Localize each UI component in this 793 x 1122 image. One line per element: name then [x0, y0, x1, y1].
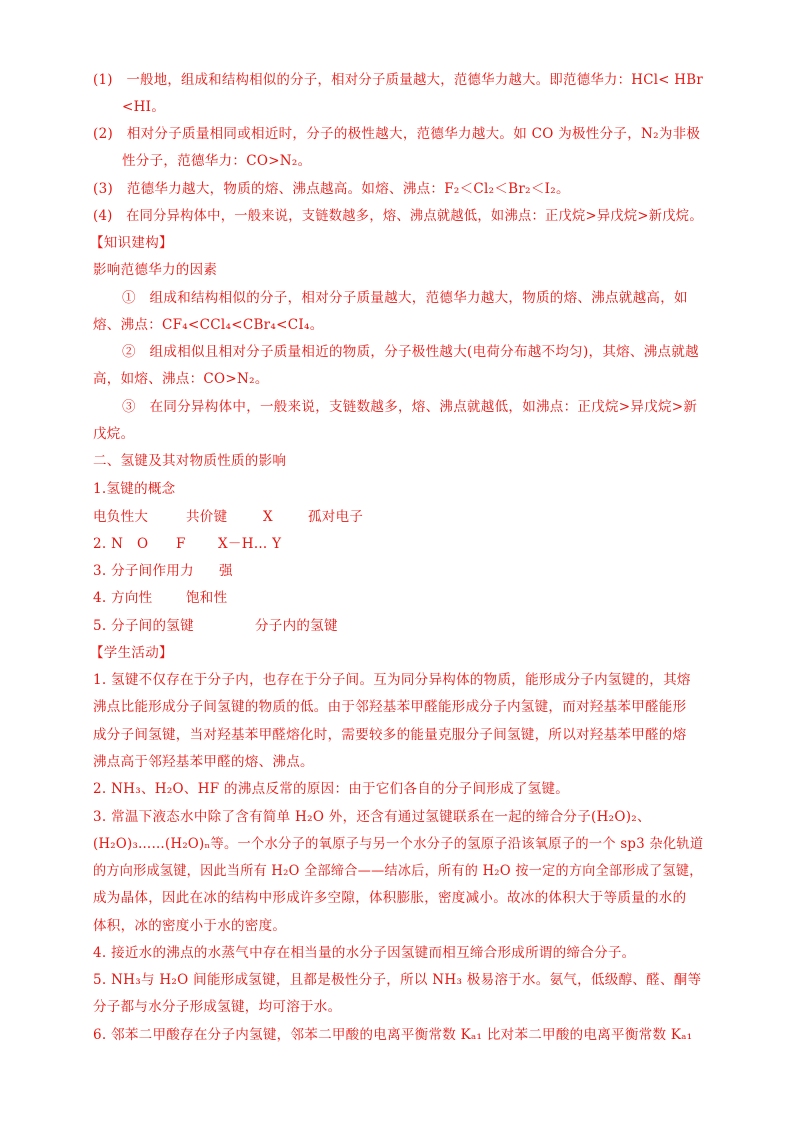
knowledge-point2-line1: ② 组成相似且相对分子质量相近的物质，分子极性越大(电荷分布越不均匀)，其熔、沸点就越: [122, 344, 699, 360]
activity-a6-line1: 6. 邻苯二甲酸存在分子内氢键，邻苯二甲酸的电离平衡常数 Kₐ₁ 比对苯二甲酸的电离平衡常数 Kₐ₁: [93, 1027, 693, 1043]
activity-a4: 4. 接近水的沸点的水蒸气中存在相当量的水分子因氢键而相互缔合形成所谓的缔合分子。: [93, 945, 636, 961]
hbond-section-title: 二、氢键及其对物质性质的影响: [93, 453, 287, 469]
knowledge-point2-line2: 高，如熔、沸点：CO>N₂。: [93, 371, 269, 387]
activity-a2: 2. NH₃、H₂O、HF 的沸点反常的原因：由于它们各自的分子间形成了氢键。: [93, 781, 570, 797]
activity-a3-line5: 体积，冰的密度小于水的密度。: [93, 918, 287, 934]
knowledge-point3-line2: 戊烷。: [93, 426, 135, 442]
vdw-item2-line1: (2) 相对分子质量相同或相近时，分子的极性越大，范德华力越大。如 CO 为极性分子，N₂为非极: [93, 126, 701, 142]
hbond-row2-col1: 2. N O F: [93, 536, 186, 552]
knowledge-subheading: 影响范德华力的因素: [93, 262, 218, 278]
knowledge-point3-line1: ③ 在同分异构体中，一般来说，支链数越多，熔、沸点就越低，如沸点：正戊烷>异戊烷>新: [122, 399, 698, 415]
hbond-row1-col4: 孤对电子: [308, 509, 364, 525]
activity-a1-line1: 1. 氢键不仅存在于分子内，也存在于分子间。互为同分异构体的物质，能形成分子内氢键的，其熔: [93, 672, 691, 688]
activity-a3-line4: 成为晶体，因此在冰的结构中形成许多空隙，体积膨胀，密度减小。故冰的体积大于等质量的水的: [93, 890, 687, 906]
hbond-row5-col2: 分子内的氢键: [255, 618, 338, 634]
hbond-concept-title: 1.氢键的概念: [93, 481, 176, 497]
hbond-row1-col1: 电负性大: [93, 509, 149, 525]
knowledge-point1-line2: 熔、沸点：CF₄<CCl₄<CBr₄<CI₄。: [93, 317, 324, 333]
vdw-item2-line2: 性分子，范德华力：CO>N₂。: [122, 153, 312, 169]
vdw-item1-line2: <HI。: [122, 99, 166, 115]
hbond-row5-col1: 5. 分子间的氢键: [93, 618, 194, 634]
vdw-item1-line1: (1) 一般地，组成和结构相似的分子，相对分子质量越大，范德华力越大。即范德华力：HCl< HBr: [93, 72, 704, 88]
hbond-row1-col2: 共价键: [186, 509, 228, 525]
hbond-row3-col2: 强: [219, 563, 233, 579]
activity-a3-line3: 的方向形成氢键，因此当所有 H₂O 全部缔合——结冰后，所有的 H₂O 按一定的方向全部形成了氢键，: [93, 863, 703, 879]
hbond-row4-col1: 4. 方向性: [93, 590, 153, 606]
hbond-row2-col2: X－H… Y: [218, 536, 282, 552]
hbond-row1-col3: X: [263, 509, 273, 525]
activity-a3-line2: (H₂O)₃……(H₂O)ₙ等。一个水分子的氧原子与另一个水分子的氢原子沿该氧原子的一个 sp3 杂化轨道: [93, 836, 704, 852]
activity-a3-line1: 3. 常温下液态水中除了含有简单 H₂O 外，还含有通过氢键联系在一起的缔合分子(H₂O)₂、: [93, 809, 651, 825]
activity-a5-line1: 5. NH₃与 H₂O 间能形成氢键，且都是极性分子，所以 NH₃ 极易溶于水。氨气，低级醇、醛、酮等: [93, 972, 702, 988]
hbond-row3-col1: 3. 分子间作用力: [93, 563, 194, 579]
activity-a1-line3: 成分子间氢键，当对羟基苯甲醛熔化时，需要较多的能量克服分子间氢键，所以对羟基苯甲醛的熔: [93, 727, 687, 743]
activity-a1-line4: 沸点高于邻羟基苯甲醛的熔、沸点。: [93, 754, 314, 770]
knowledge-point1-line1: ① 组成和结构相似的分子，相对分子质量越大，范德华力越大，物质的熔、沸点就越高，如: [122, 290, 688, 306]
activity-heading: 【学生活动】: [90, 645, 173, 661]
hbond-row4-col2: 饱和性: [186, 590, 228, 606]
vdw-item3: (3) 范德华力越大，物质的熔、沸点越高。如熔、沸点：F₂＜Cl₂＜Br₂＜I₂。: [93, 181, 570, 197]
activity-a1-line2: 沸点比能形成分子间氢键的物质的低。由于邻羟基苯甲醛能形成分子内氢键，而对羟基苯甲醛能形: [93, 699, 687, 715]
vdw-item4: (4) 在同分异构体中，一般来说，支链数越多，熔、沸点就越低，如沸点：正戊烷>异戊烷>新戊烷。: [93, 208, 703, 224]
activity-a5-line2: 分子都与水分子形成氢键，均可溶于水。: [93, 999, 342, 1015]
knowledge-heading: 【知识建构】: [90, 235, 173, 251]
